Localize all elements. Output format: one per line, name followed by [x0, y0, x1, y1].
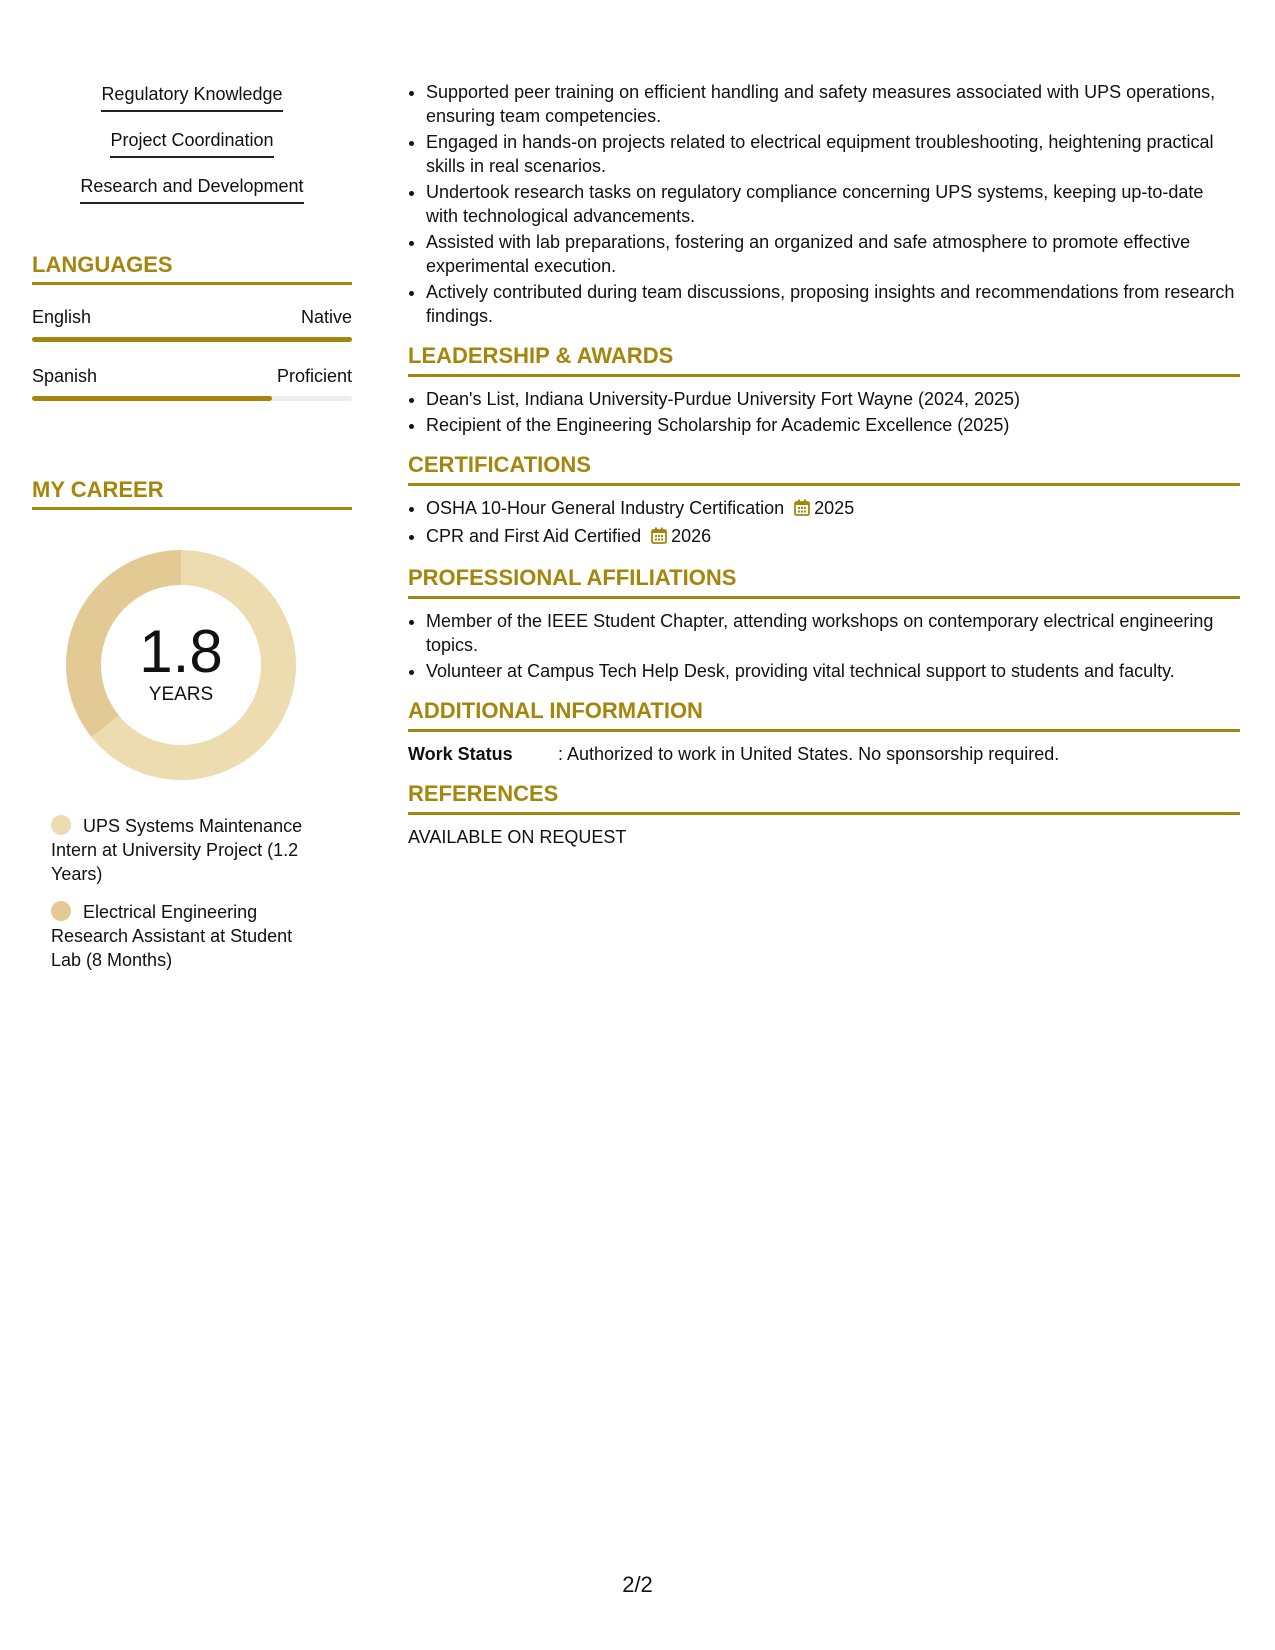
- certification-name: OSHA 10-Hour General Industry Certification: [426, 498, 785, 518]
- additional-info-heading: ADDITIONAL INFORMATION: [408, 697, 1240, 732]
- languages-heading: LANGUAGES: [32, 252, 352, 285]
- language-level: Proficient: [276, 366, 352, 386]
- work-status-label: Work Status: [408, 744, 513, 764]
- calendar-icon: [651, 526, 667, 550]
- affiliation-item: • Volunteer at Campus Tech Help Desk, providing vital technical support to students and faculty.: [426, 659, 1240, 683]
- career-legend-label: Electrical Engineering Research Assistant at Student Lab (8 Months): [51, 902, 293, 970]
- affiliations-list: [408, 609, 1240, 683]
- donut-center: [66, 620, 296, 706]
- references-text: AVAILABLE ON REQUEST: [408, 827, 627, 847]
- references-heading: REFERENCES: [408, 780, 1240, 815]
- career-legend-item: [51, 900, 321, 972]
- experience-bullet: • Undertook research tasks on regulatory compliance concerning UPS systems, keeping up-to-date with technological advancements.: [426, 180, 1240, 228]
- experience-bullet: • Actively contributed during team discussions, proposing insights and recommendations from research findings.: [426, 280, 1240, 328]
- affiliations-heading: PROFESSIONAL AFFILIATIONS: [408, 564, 1240, 599]
- language-level: Native: [300, 307, 352, 327]
- work-status-row: [408, 742, 1240, 766]
- experience-bullet: • Assisted with lab preparations, fostering an organized and safe atmosphere to promote effective experimental execution.: [426, 230, 1240, 278]
- leadership-list: [408, 387, 1240, 437]
- language-bar-fill: [32, 396, 272, 401]
- certification-name: CPR and First Aid Certified: [426, 526, 642, 546]
- certifications-heading: CERTIFICATIONS: [408, 451, 1240, 486]
- career-total-unit: YEARS: [148, 684, 214, 705]
- leadership-item: • Dean's List, Indiana University-Purdue University Fort Wayne (2024, 2025): [426, 387, 1240, 411]
- career-legend-item: [51, 814, 321, 886]
- language-bar: [32, 396, 352, 401]
- leadership-item: • Recipient of the Engineering Scholarship for Academic Excellence (2025): [426, 413, 1240, 437]
- work-status-value: : Authorized to work in United States. No sponsorship required.: [558, 744, 1060, 764]
- career-total-value: 1.8: [139, 618, 223, 685]
- language-bar: [32, 337, 352, 342]
- legend-dot: [51, 901, 71, 921]
- affiliation-item: • Member of the IEEE Student Chapter, attending workshops on contemporary electrical engineering topics.: [426, 609, 1240, 657]
- certification-item: [426, 524, 1240, 550]
- career-donut-chart: [66, 550, 296, 780]
- language-name: Spanish: [32, 366, 98, 386]
- language-entry: [32, 305, 352, 342]
- language-entry: [32, 364, 352, 401]
- career-legend-label: UPS Systems Maintenance Intern at University Project (1.2 Years): [51, 816, 303, 884]
- skill-item: Regulatory Knowledge: [101, 82, 282, 112]
- certification-item: [426, 496, 1240, 522]
- left-column: [32, 82, 352, 986]
- language-name: English: [32, 307, 92, 327]
- right-column: [408, 80, 1240, 849]
- certification-year: 2025: [814, 498, 855, 518]
- skill-item: Research and Development: [80, 174, 303, 204]
- certification-year: 2026: [671, 526, 712, 546]
- calendar-icon: [794, 498, 810, 522]
- career-heading: MY CAREER: [32, 477, 352, 510]
- language-bar-fill: [32, 337, 352, 342]
- experience-bullets: [408, 80, 1240, 328]
- skill-item: Project Coordination: [110, 128, 273, 158]
- experience-bullet: • Engaged in hands-on projects related to electrical equipment troubleshooting, heightening practical skills in real scenarios.: [426, 130, 1240, 178]
- leadership-heading: LEADERSHIP & AWARDS: [408, 342, 1240, 377]
- page-number: 2/2: [622, 1572, 653, 1597]
- legend-dot: [51, 815, 71, 835]
- experience-bullet: • Supported peer training on efficient handling and safety measures associated with UPS operations, ensuring team competencies.: [426, 80, 1240, 128]
- certifications-list: [408, 496, 1240, 550]
